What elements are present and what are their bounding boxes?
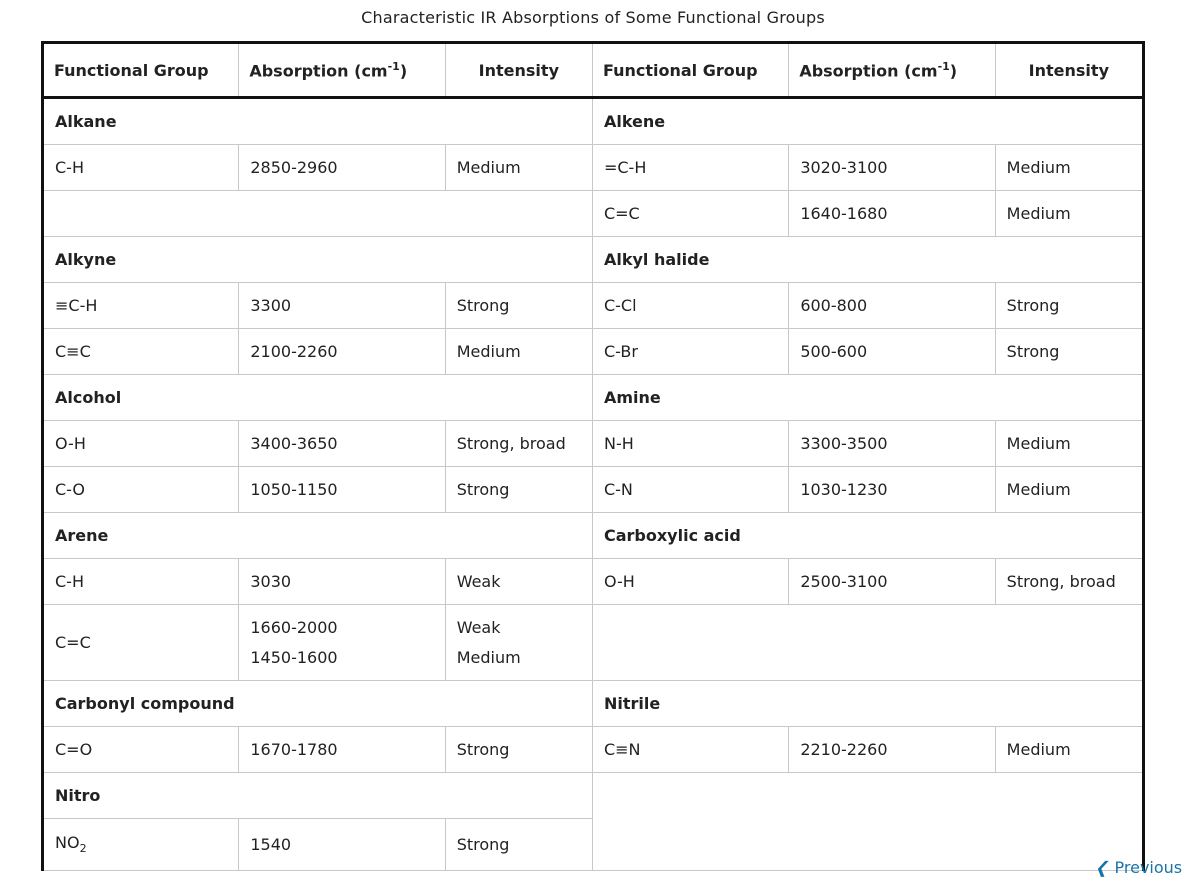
intensity-cell: Medium: [995, 145, 1143, 191]
group-label: Carbonyl compound: [43, 681, 593, 727]
header-absorption-left: Absorption $(cm^{-1})$: [239, 43, 445, 98]
table-row: [43, 329, 1144, 375]
absorption-cell: 1540: [239, 819, 445, 871]
header-row: [43, 43, 1144, 98]
empty-cell: [592, 773, 1143, 871]
intensity-cell: Strong, broad: [995, 559, 1143, 605]
table-row: [43, 681, 1144, 727]
intensity-cell: Strong, broad: [445, 421, 592, 467]
group-label: Alkyne: [43, 237, 593, 283]
table-row: [43, 467, 1144, 513]
functional-group-cell: O-H: [43, 421, 239, 467]
functional-group-cell: C=C: [43, 605, 239, 681]
intensity-cell: Medium: [445, 329, 592, 375]
functional-group-cell: C-O: [43, 467, 239, 513]
header-absorption-right: Absorption $(cm^{-1})$: [789, 43, 995, 98]
absorption-cell: 1670-1780: [239, 727, 445, 773]
table-row: [43, 375, 1144, 421]
header-functional-group-right: Functional Group: [592, 43, 788, 98]
intensity-cell: Strong: [445, 727, 592, 773]
functional-group-cell: C≡N: [592, 727, 788, 773]
absorption-cell: 2210-2260: [789, 727, 995, 773]
intensity-cell: Medium: [995, 191, 1143, 237]
group-label: Nitrile: [592, 681, 1143, 727]
group-label: Alkane: [43, 98, 593, 145]
previous-label: Previous: [1114, 858, 1183, 877]
empty-cell: [592, 605, 1143, 681]
absorption-cell: 1030-1230: [789, 467, 995, 513]
absorption-cell: 1640-1680: [789, 191, 995, 237]
absorption-cell: [239, 605, 445, 681]
table-row: [43, 145, 1144, 191]
absorption-value: 1660-2000: [250, 617, 338, 637]
intensity-cell: Strong: [445, 819, 592, 871]
intensity-cell: Strong: [445, 283, 592, 329]
intensity-cell: Strong: [995, 283, 1143, 329]
table-row: [43, 191, 1144, 237]
functional-group-cell: C≡C: [43, 329, 239, 375]
previous-button[interactable]: [1093, 858, 1183, 877]
functional-group-cell: C=O: [43, 727, 239, 773]
absorption-cell: 3300-3500: [789, 421, 995, 467]
header-functional-group-left: Functional Group: [43, 43, 239, 98]
intensity-value: Medium: [456, 647, 521, 667]
absorption-cell: 3400-3650: [239, 421, 445, 467]
group-label: Amine: [592, 375, 1143, 421]
table-row: [43, 559, 1144, 605]
absorption-cell: 1050-1150: [239, 467, 445, 513]
absorption-cell: 600-800: [789, 283, 995, 329]
absorption-cell: 3300: [239, 283, 445, 329]
intensity-cell: [445, 605, 592, 681]
group-label: Carboxylic acid: [592, 513, 1143, 559]
absorption-cell: 3030: [239, 559, 445, 605]
absorption-cell: 500-600: [789, 329, 995, 375]
table-row: [43, 98, 1144, 145]
ir-absorption-table: [41, 41, 1145, 871]
functional-group-cell: C-Cl: [592, 283, 788, 329]
intensity-value: Weak: [456, 617, 501, 637]
group-label: Alcohol: [43, 375, 593, 421]
group-label: Arene: [43, 513, 593, 559]
functional-group-cell: C=C: [592, 191, 788, 237]
absorption-value: 1450-1600: [250, 647, 338, 667]
header-intensity-right: Intensity: [995, 43, 1143, 98]
table-row: [43, 727, 1144, 773]
functional-group-cell: C-N: [592, 467, 788, 513]
table-row: [43, 605, 1144, 681]
intensity-cell: Strong: [445, 467, 592, 513]
table-row: [43, 283, 1144, 329]
functional-group-cell: N-H: [592, 421, 788, 467]
group-label: Alkyl halide: [592, 237, 1143, 283]
group-label: Alkene: [592, 98, 1143, 145]
absorption-cell: 2500-3100: [789, 559, 995, 605]
intensity-cell: Medium: [445, 145, 592, 191]
absorption-cell: 2850-2960: [239, 145, 445, 191]
empty-cell: [43, 191, 593, 237]
absorption-cell: 3020-3100: [789, 145, 995, 191]
intensity-cell: Weak: [445, 559, 592, 605]
table-row: [43, 773, 1144, 819]
header-intensity-left: Intensity: [445, 43, 592, 98]
functional-group-cell: C-H: [43, 559, 239, 605]
table-row: [43, 237, 1144, 283]
table-row: [43, 513, 1144, 559]
group-label: Nitro: [43, 773, 593, 819]
functional-group-cell: C-H: [43, 145, 239, 191]
page-title: Characteristic IR Absorptions of Some Functional Groups: [361, 8, 825, 27]
chevron-left-icon: ❮: [1093, 858, 1112, 877]
intensity-cell: Strong: [995, 329, 1143, 375]
functional-group-cell: =C-H: [592, 145, 788, 191]
absorption-cell: 2100-2260: [239, 329, 445, 375]
intensity-cell: Medium: [995, 421, 1143, 467]
intensity-cell: Medium: [995, 727, 1143, 773]
table-row: [43, 421, 1144, 467]
functional-group-cell: $NO_2$: [43, 819, 239, 871]
functional-group-cell: O-H: [592, 559, 788, 605]
functional-group-cell: C-Br: [592, 329, 788, 375]
functional-group-cell: ≡C-H: [43, 283, 239, 329]
intensity-cell: Medium: [995, 467, 1143, 513]
